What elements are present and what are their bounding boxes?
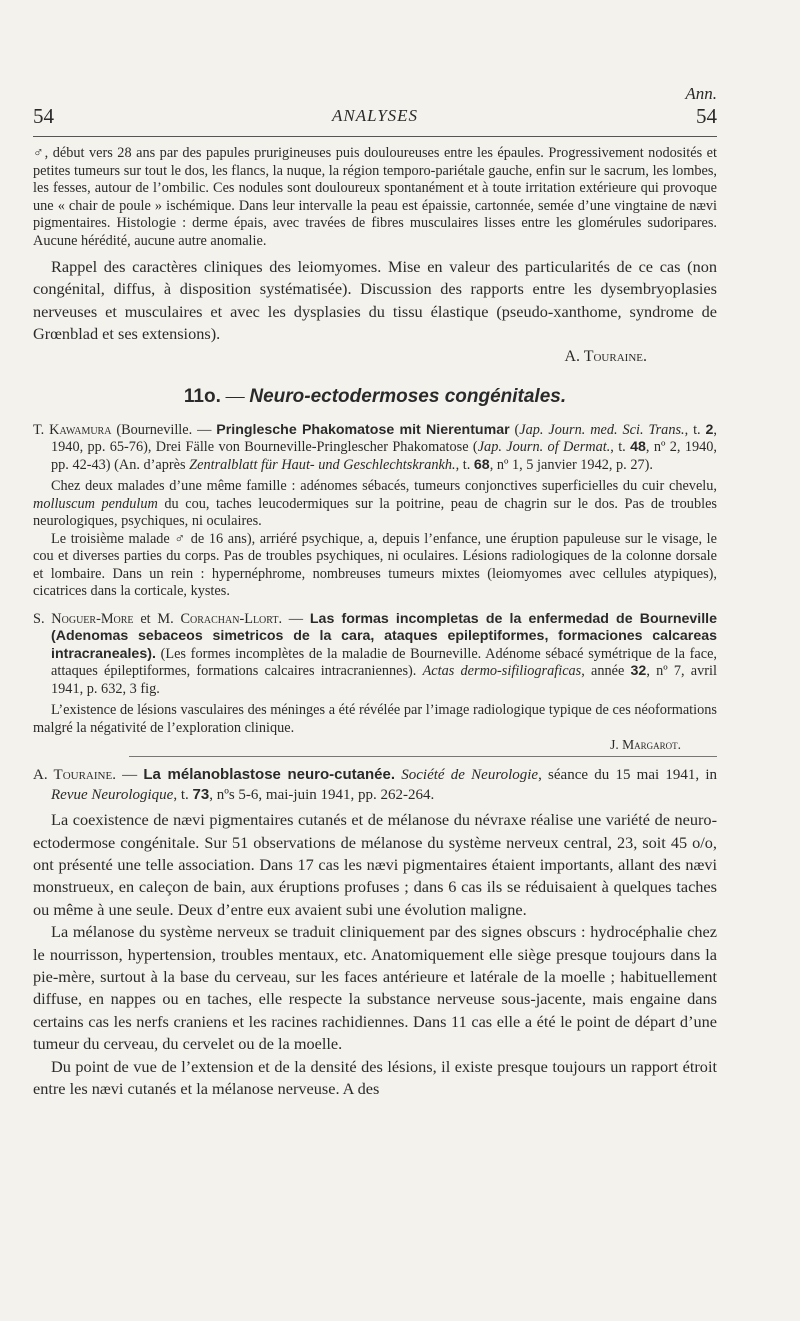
page-number-right: 54 [696, 104, 717, 128]
page [33, 84, 718, 1100]
article-noguer-reference: S. Noguer-More et M. Corachan-Llort. — Las formas incompletas de la enfermedad de Bourneville (Adenomas sebaceos simetricos de la cara, ataques epileptiformes, formaciones calcareas intracraneales). (Les formes incomplètes de la maladie de Bourneville. Adénome sébacé symétrique de la face, attaques épileptiformes, formations calcaires intracraniennes). Actas dermo-sifiliograficas, année 32, nº 7, avril 1941, p. 632, 3 fig. [33, 610, 718, 697]
separator-rule [129, 756, 717, 757]
section-number: 11o. [183, 385, 221, 407]
article-kawamura-reference: T. Kawamura (Bourneville. — Pringlesche Phakomatose mit Nierentumar (Jap. Journ. med. Sci. Trans., t. 2, 1940, pp. 65-76), Drei Fälle von Bourneville-Pringlescher Phakomatose (Jap. Journ. of Dermat., t. 48, nº 2, 1940, pp. 42-43) (An. d’après Zentralblatt für Haut- und Geschlechtskrankh., t. 68, nº 1, 5 janvier 1942, p. 27). [33, 421, 717, 473]
signature-margarot: J. Margarot. [610, 737, 681, 753]
signature-touraine-1: A. Touraine. [564, 347, 647, 365]
article-title: Pringlesche Phakomatose mit Nierentumar [216, 421, 510, 438]
annotation-ann: Ann. [685, 84, 717, 103]
kawamura-paragraph-2: Le troisième malade ♂ de 16 ans), arriéré psychique, a, depuis l’enfance, une éruption papuleuse sur le visage, le cou et diverses parties du corps. Pas de troubles psychiques, ni oculaires. Lésions radiologiques de la colonne dorsale et lombaire. Dans un rein : hypernéphrome, nombreuses tumeurs mixtes (leiomyomes avec cellules atypiques), cicatrices dans la corticale, kystes. [33, 530, 717, 600]
noguer-paragraph-1: L’existence de lésions vasculaires des méninges a été révélée par l’image radiologique typique de ces néoformations malgré la négativité de l’exploration clinique. [33, 702, 717, 736]
case1-discussion: Rappel des caractères cliniques des leiomyomes. Mise en valeur des particularités de ce cas (non congénital, diffus, à disposition systématisée). Discussion des rapports entre les dysembryoplasies nerveuses et musculaires et avec les dysplasies du tissu élastique (pseudo-xanthome, syndrome de Grœnblad et ses extensions). [33, 257, 717, 344]
section-heading: 11o. — Neuro-ectodermoses congénitales. [183, 385, 567, 407]
kawamura-paragraph-1: Chez deux malades d’une même famille : adénomes sébacés, tumeurs conjonctives superficielles du cuir chevelu, molluscum pendulum du cou, taches leucodermiques sur la poitrine, peau de chagrin sur le dos. Pas de troubles neurologiques, psychiques, ni oculaires. [33, 478, 717, 530]
page-number-left: 54 [33, 104, 54, 128]
running-header [33, 84, 717, 132]
article-title: Las formas incompletas de la enfermedad de Bourneville (Adenomas sebaceos simetricos de la cara, ataques epileptiformes, formaciones calcareas intracraneales). [51, 610, 718, 662]
touraine-paragraph-2: La mélanose du système nerveux se traduit cliniquement par des signes obscurs : hydrocéphalie chez le nourrisson, hypertension, troubles mentaux, etc. Anatomiquement elle siège presque toujours dans la pie-mère, surtout à la base du cerveau, sur les faces antérieure et latérale de la moelle ; habituellement diffuse, en nappes ou en taches, elle respecte la substance nerveuse sous-jacente, mais engaine dans certains cas les nerfs craniens et les racines rachidiennes. Dans 11 cas elle a été le point de départ d’une tumeur du cerveau, du cervelet ou de la moelle. [33, 922, 717, 1054]
running-title: ANALYSES [331, 106, 419, 125]
article-title: La mélanoblastose neuro-cutanée. [143, 766, 396, 784]
article-touraine-reference: A. Touraine. — La mélanoblastose neuro-cutanée. Société de Neurologie, séance du 15 mai 1941, in Revue Neurologique, t. 73, nºs 5-6, mai-juin 1941, pp. 262-264. [33, 766, 718, 804]
author: T. Kawamura [33, 421, 112, 438]
touraine-paragraph-1: La coexistence de nævi pigmentaires cutanés et de mélanose du névraxe réalise une variété de neuro-ectodermose congénitale. Sur 51 observations de mélanose du système nerveux central, 23, soit 45 o/o, ont présenté une telle association. Dans 17 cas les nævi pigmentaires étaient importants, allant des nævi monstrueux, en caleçon de bain, aux éruptions profuses ; dans 6 cas ils se réduisaient à quelques taches ou même à une seule. Deux d’entre eux avaient subi une évolution maligne. [33, 810, 717, 919]
touraine-paragraph-3: Du point de vue de l’extension et de la densité des lésions, il existe presque toujours un rapport étroit entre les nævi cutanés et la mélanose nerveuse. A des [33, 1056, 717, 1098]
case1-description: ♂, début vers 28 ans par des papules prurigineuses puis douloureuses entre les épaules. Progressivement nodosités et petites tumeurs sur tout le dos, les flancs, la nuque, la région temporo-pariétale gauche, enfin sur le sacrum, les lombes, les fesses, autour de l’ombilic. Ces nodules sont douloureux spontanément et à toute irritation extérieure qui provoque une « chair de poule » ischémique. Dans leur intervalle la peau est épaissie, cartonnée, semée d’une vingtaine de nævi pigmentaires. Histologie : derme épais, avec travées de fibres musculaires lisses entre les glomérules sudoripares. Aucune hérédité, aucune autre anomalie. [33, 145, 717, 249]
section-title: Neuro-ectodermoses congénitales. [249, 385, 567, 407]
